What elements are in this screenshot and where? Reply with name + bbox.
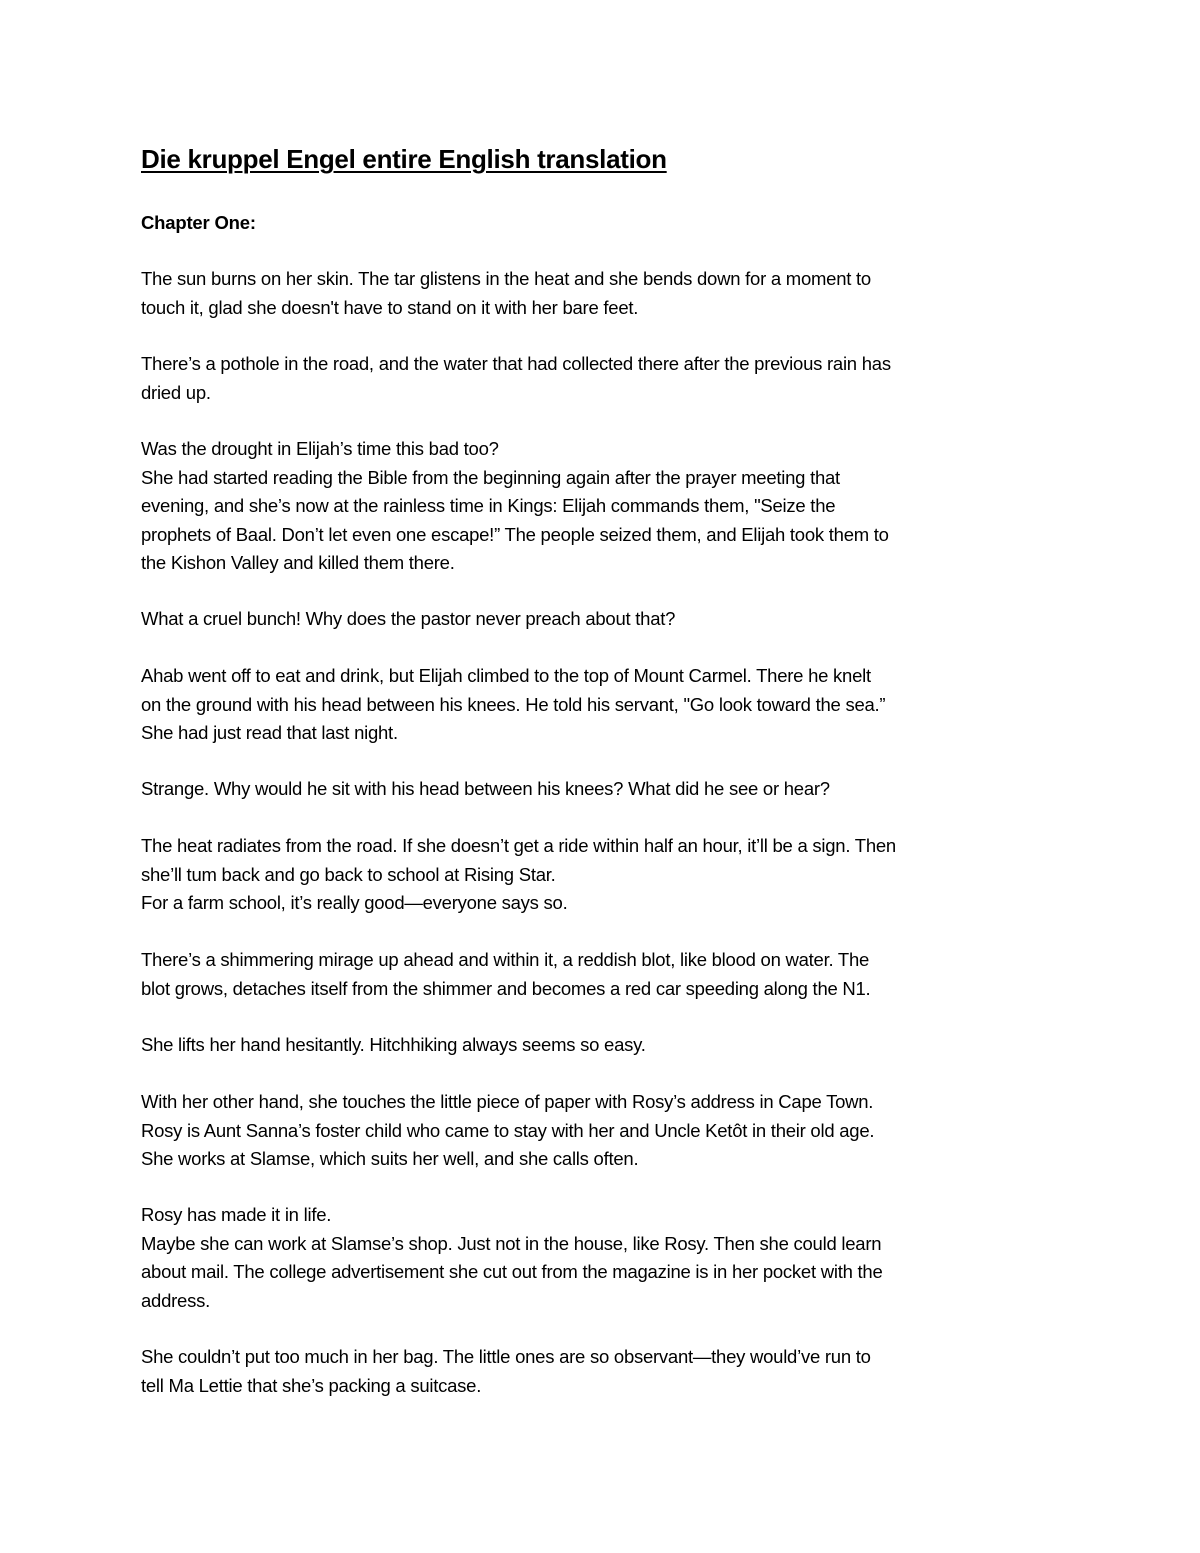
paragraph-3 [141, 435, 889, 578]
text-line: The heat radiates from the road. If she doesn’t get a ride within half an hour, it’ll be a sign. Then [141, 835, 896, 856]
text-line: She had started reading the Bible from the beginning again after the prayer meeting that [141, 466, 840, 488]
text-line: With her other hand, she touches the little piece of paper with Rosy’s address in Cape Town. [141, 1091, 874, 1112]
text-line: She couldn’t put too much in her bag. The little ones are so observant—they would’ve run to [141, 1346, 871, 1367]
paragraph-2 [141, 350, 891, 407]
text-line: Ahab went off to eat and drink, but Elijah climbed to the top of Mount Carmel. There he knelt [141, 665, 871, 686]
text-line: on the ground with his head between his knees. He told his servant, "Go look toward the sea.” [141, 693, 886, 715]
text-line: Was the drought in Elijah’s time this bad too? [141, 438, 499, 459]
text-line: blot grows, detaches itself from the shimmer and becomes a red car speeding along the N1. [141, 977, 871, 999]
text-line: touch it, glad she doesn't have to stand on it with her bare feet. [141, 296, 639, 318]
paragraph-12 [141, 1343, 871, 1400]
paragraph-8 [141, 946, 870, 1003]
paragraph-10 [141, 1088, 874, 1174]
chapter-heading: Chapter One: [141, 212, 256, 233]
text-line: prophets of Baal. Don’t let even one escape!” The people seized them, and Elijah took them to [141, 523, 889, 545]
paragraph-1 [141, 265, 871, 322]
text-line: Strange. Why would he sit with his head between his knees? What did he see or hear? [141, 778, 830, 799]
text-line: The sun burns on her skin. The tar glistens in the heat and she bends down for a moment to [141, 268, 871, 289]
paragraph-6 [141, 775, 830, 804]
paragraph-4 [141, 605, 675, 634]
document-title: Die kruppel Engel entire English translation [141, 144, 667, 174]
text-line: There’s a shimmering mirage up ahead and within it, a reddish blot, like blood on water. The [141, 949, 870, 970]
text-line: There’s a pothole in the road, and the water that had collected there after the previous rain has [141, 353, 891, 374]
text-line: about mail. The college advertisement she cut out from the magazine is in her pocket with the [141, 1261, 883, 1283]
text-line: she’ll tum back and go back to school at Rising Star. [141, 863, 556, 885]
text-line: Rosy is Aunt Sanna’s foster child who came to stay with her and Uncle Ketôt in their old age. [141, 1119, 875, 1141]
paragraph-9 [141, 1031, 646, 1060]
text-line: Maybe she can work at Slamse’s shop. Just not in the house, like Rosy. Then she could learn [141, 1232, 882, 1254]
text-line: For a farm school, it’s really good—everyone says so. [141, 892, 568, 914]
text-line: She works at Slamse, which suits her well, and she calls often. [141, 1148, 639, 1170]
text-line: tell Ma Lettie that she’s packing a suitcase. [141, 1374, 482, 1396]
text-line: She had just read that last night. [141, 722, 398, 744]
text-line: the Kishon Valley and killed them there. [141, 552, 455, 574]
text-line: address. [141, 1289, 210, 1311]
text-line: She lifts her hand hesitantly. Hitchhiking always seems so easy. [141, 1034, 646, 1055]
text-line: What a cruel bunch! Why does the pastor never preach about that? [141, 608, 676, 629]
text-line: dried up. [141, 381, 211, 403]
paragraph-11 [141, 1201, 882, 1315]
paragraph-5 [141, 662, 885, 748]
text-line: evening, and she’s now at the rainless time in Kings: Elijah commands them, "Seize the [141, 495, 836, 517]
paragraph-7 [141, 832, 896, 918]
text-line: Rosy has made it in life. [141, 1204, 332, 1225]
